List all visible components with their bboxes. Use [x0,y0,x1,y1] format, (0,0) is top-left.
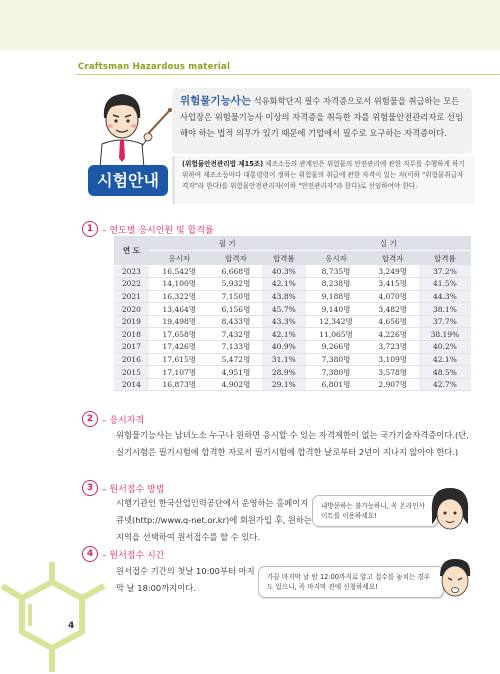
table-cell: 48.5% [419,366,471,379]
table-row [114,378,471,391]
table-cell: 28.9% [262,366,305,379]
year-cell: 2020 [114,303,149,316]
table-cell: 8,433명 [210,315,262,328]
section-number-2: 2 [82,411,98,427]
table-cell: 42.1% [262,328,305,341]
year-cell: 2014 [114,378,149,391]
table-row [114,303,471,316]
table-cell: 4,656명 [367,315,419,328]
table-row [114,315,471,328]
col-header: 합격률 [262,251,305,266]
table-cell: 40.9% [262,341,305,354]
table-row [114,278,471,291]
year-header: 연 도 [114,236,149,265]
table-cell: 45.7% [262,303,305,316]
table-cell: 4,226명 [367,328,419,341]
application-text: 시행기관인 한국산업인력공단에서 운영하는 홈페이지 큐넷(http://www.q-net.or.kr)에 회원가입 후, 원하는 지역을 선택하여 원서접수를 할 수 있다. [116,498,312,542]
year-cell: 2015 [114,366,149,379]
table-cell: 38.19% [419,328,471,341]
section-number-3: 3 [82,480,98,496]
table-cell: 31.1% [262,353,305,366]
top-band [0,0,500,50]
table-cell: 3,109명 [367,353,419,366]
table-cell: 17,615명 [149,353,210,366]
table-cell: 9,188명 [306,290,367,303]
table-cell: 43.3% [262,315,305,328]
law-title: (위험물안전관리법 제15조) [182,160,264,168]
teacher-illustration [84,88,174,168]
law-paragraph [182,159,466,192]
table-cell: 13,464명 [149,303,210,316]
tip-bubble-deadline: 가끔 마지막 날 밤 12:00까지로 알고 접수를 놓치는 경우도 있으니, 꼭 마지막 전에 신청하세요! [258,566,444,598]
section-number-4: 4 [82,546,98,562]
table-cell: 7,380명 [306,366,367,379]
table-cell: 6,801명 [306,378,367,391]
table-cell: 8,735명 [306,265,367,278]
intro-paragraph [180,93,466,142]
table-cell: 42.1% [419,353,471,366]
year-cell: 2017 [114,341,149,354]
table-cell: 3,723명 [367,341,419,354]
table-cell: 7,133명 [210,341,262,354]
intro-body: 석유화학단지 필수 자격증으로서 위험물을 취급하는 모든 사업장은 위험물기능사 이상의 자격증을 취득한 자를 위험물안전관리자로 선임해야 하는 법적 의무가 있기 때문에 기업에서 필수로 요구하는 자격증이다. [180,96,463,139]
table-row [114,328,471,341]
col-header: 응시자 [306,251,367,266]
time-text: 원서접수 기간의 첫날 10:00부터 마지막 날 18:00까지이다. [116,566,255,593]
table-cell: 14,100명 [149,278,210,291]
table-cell: 3,578명 [367,366,419,379]
molecule-decoration [0,560,120,674]
table-cell: 4,902명 [210,378,262,391]
table-cell: 16,873명 [149,378,210,391]
exam-statistics-table [114,236,471,391]
table-cell: 38.1% [419,303,471,316]
header-rule [76,74,500,75]
table-cell: 2,907명 [367,378,419,391]
table-cell: 19,498명 [149,315,210,328]
table-row [114,290,471,303]
law-body: 제조소등의 관계인은 위험물의 안전관리에 관한 직무를 수행하게 하기 위하여 제조소등마다 대통령령이 정하는 위험물의 취급에 관한 자격이 있는 자(이하 "위험물취급자격자"라 한다)를 위험물안전관리자(이하 "안전관리자"라 한다)로 선임하여야 한다. [182,160,465,190]
table-row [114,353,471,366]
table-cell: 7,432명 [210,328,262,341]
table-cell: 6,668명 [210,265,262,278]
table-cell: 9,266명 [306,341,367,354]
year-cell: 2023 [114,265,149,278]
col-header: 합격자 [367,251,419,266]
written-header: 필 기 [149,236,306,251]
section-title-1: – 연도별 응시인원 및 합격률 [102,226,214,236]
table-cell: 3,249명 [367,265,419,278]
running-header: Craftsman Hazardous material [78,62,231,72]
table-cell: 37.7% [419,315,471,328]
table-cell: 37.2% [419,265,471,278]
section-number-1: 1 [82,221,98,237]
section-title-2: – 응시자격 [102,416,145,426]
year-cell: 2016 [114,353,149,366]
practical-header: 실 기 [306,236,471,251]
table-cell: 7,150명 [210,290,262,303]
intro-lead: 위험물기능사는 [180,95,252,107]
col-header: 합격률 [419,251,471,266]
table-cell: 29.1% [262,378,305,391]
table-cell: 40.2% [419,341,471,354]
year-cell: 2018 [114,328,149,341]
table-cell: 4,070명 [367,290,419,303]
table-cell: 5,472명 [210,353,262,366]
col-header: 합격자 [210,251,262,266]
table-cell: 41.5% [419,278,471,291]
table-cell: 5,932명 [210,278,262,291]
table-row [114,366,471,379]
tip-bubble-online: 내방문하는 불가능하니, 꼭 온라인사이트를 이용하세요! [312,495,438,527]
table-cell: 17,107명 [149,366,210,379]
table-cell: 43.8% [262,290,305,303]
year-cell: 2021 [114,290,149,303]
year-cell: 2019 [114,315,149,328]
table-cell: 17,658명 [149,328,210,341]
table-cell: 40.3% [262,265,305,278]
table-row [114,341,471,354]
table-cell: 3,415명 [367,278,419,291]
table-cell: 42.7% [419,378,471,391]
table-cell: 9,140명 [306,303,367,316]
exam-guide-badge: 시험안내 [88,165,168,196]
table-cell: 8,238명 [306,278,367,291]
table-cell: 11,065명 [306,328,367,341]
table-cell: 42.1% [262,278,305,291]
table-body [114,265,471,391]
table-cell: 4,951명 [210,366,262,379]
table-cell: 12,342명 [306,315,367,328]
table-cell: 7,380명 [306,353,367,366]
page-number: 4 [68,621,75,631]
year-cell: 2022 [114,278,149,291]
table-cell: 16,542명 [149,265,210,278]
table-cell: 44.3% [419,290,471,303]
woman-face-icon [426,484,474,536]
table-cell: 16,322명 [149,290,210,303]
section-title-4: – 원서접수 시간 [102,551,165,561]
table-cell: 6,156명 [210,303,262,316]
man-face-icon [432,554,478,604]
table-cell: 17,426명 [149,341,210,354]
section-title-3: – 원서접수 방법 [102,485,165,495]
col-header: 응시자 [149,251,210,266]
qualification-text: 위험물기능사는 남녀노소 누구나 원하면 응시할 수 있는 자격제한이 없는 국가기술자격증이다.(단, 실기시험은 필기시험에 합격한 자로서 필기시험에 합격한 날로부터 2년이 지나지 않아야 한다.) [116,430,469,457]
table-cell: 3,482명 [367,303,419,316]
table-row [114,265,471,278]
